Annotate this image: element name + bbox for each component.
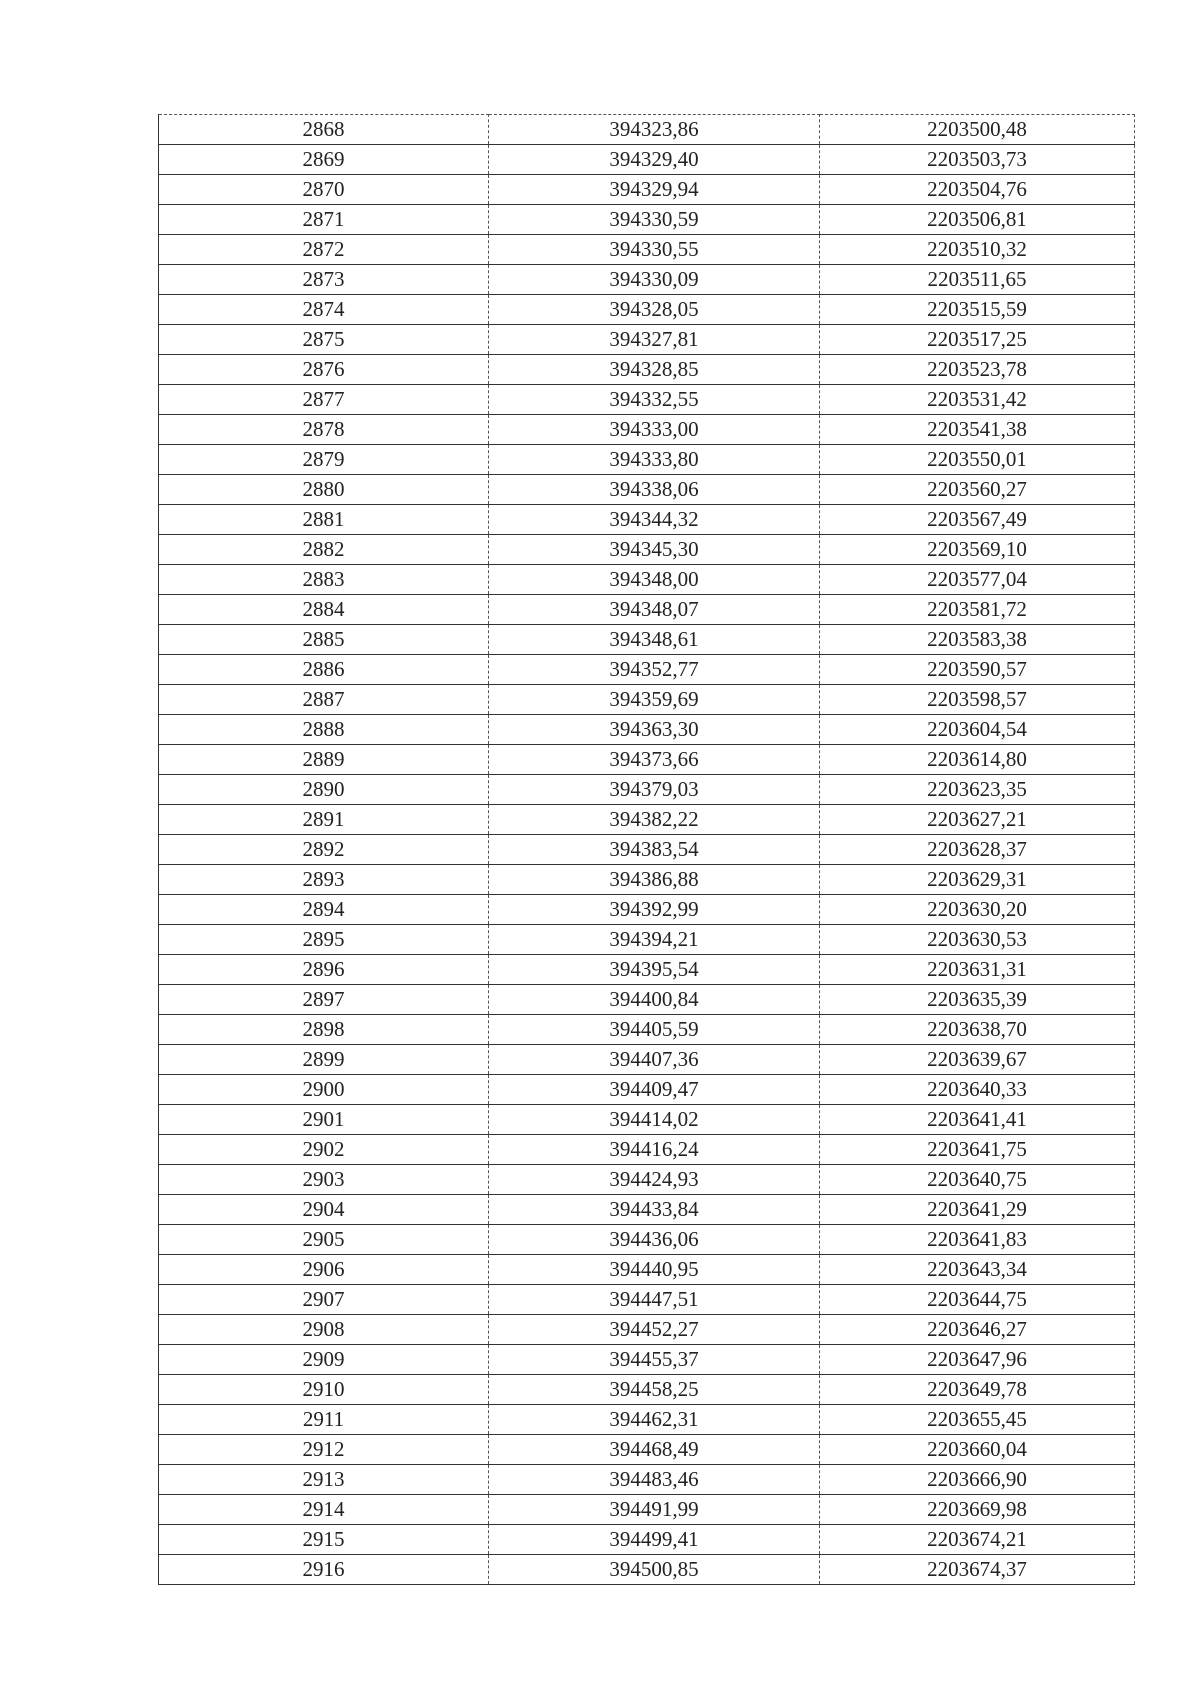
table-row [159, 595, 1135, 625]
y-coordinate-cell: 2203604,54 [820, 715, 1135, 745]
table-row [159, 415, 1135, 445]
y-coordinate-cell: 2203500,48 [820, 115, 1135, 145]
y-coordinate-cell: 2203629,31 [820, 865, 1135, 895]
point-number-cell: 2872 [159, 235, 489, 265]
table-row [159, 145, 1135, 175]
y-coordinate-cell: 2203638,70 [820, 1015, 1135, 1045]
x-coordinate-cell: 394330,09 [489, 265, 820, 295]
x-coordinate-cell: 394416,24 [489, 1135, 820, 1165]
x-coordinate-cell: 394330,59 [489, 205, 820, 235]
table-row [159, 1165, 1135, 1195]
point-number-cell: 2885 [159, 625, 489, 655]
y-coordinate-cell: 2203655,45 [820, 1405, 1135, 1435]
x-coordinate-cell: 394499,41 [489, 1525, 820, 1555]
x-coordinate-cell: 394424,93 [489, 1165, 820, 1195]
x-coordinate-cell: 394386,88 [489, 865, 820, 895]
point-number-cell: 2899 [159, 1045, 489, 1075]
table-row [159, 1435, 1135, 1465]
table-row [159, 745, 1135, 775]
coordinates-table-body [159, 115, 1135, 1585]
table-row [159, 1285, 1135, 1315]
x-coordinate-cell: 394329,94 [489, 175, 820, 205]
table-row [159, 1195, 1135, 1225]
table-row [159, 895, 1135, 925]
point-number-cell: 2894 [159, 895, 489, 925]
point-number-cell: 2869 [159, 145, 489, 175]
y-coordinate-cell: 2203640,75 [820, 1165, 1135, 1195]
table-row [159, 685, 1135, 715]
table-row [159, 325, 1135, 355]
y-coordinate-cell: 2203569,10 [820, 535, 1135, 565]
x-coordinate-cell: 394328,85 [489, 355, 820, 385]
x-coordinate-cell: 394436,06 [489, 1225, 820, 1255]
point-number-cell: 2871 [159, 205, 489, 235]
x-coordinate-cell: 394359,69 [489, 685, 820, 715]
table-row [159, 235, 1135, 265]
table-row [159, 1465, 1135, 1495]
table-row [159, 1345, 1135, 1375]
y-coordinate-cell: 2203628,37 [820, 835, 1135, 865]
x-coordinate-cell: 394491,99 [489, 1495, 820, 1525]
y-coordinate-cell: 2203627,21 [820, 805, 1135, 835]
point-number-cell: 2906 [159, 1255, 489, 1285]
y-coordinate-cell: 2203641,83 [820, 1225, 1135, 1255]
x-coordinate-cell: 394363,30 [489, 715, 820, 745]
point-number-cell: 2878 [159, 415, 489, 445]
x-coordinate-cell: 394379,03 [489, 775, 820, 805]
point-number-cell: 2875 [159, 325, 489, 355]
x-coordinate-cell: 394394,21 [489, 925, 820, 955]
y-coordinate-cell: 2203623,35 [820, 775, 1135, 805]
x-coordinate-cell: 394462,31 [489, 1405, 820, 1435]
point-number-cell: 2903 [159, 1165, 489, 1195]
point-number-cell: 2915 [159, 1525, 489, 1555]
point-number-cell: 2886 [159, 655, 489, 685]
x-coordinate-cell: 394323,86 [489, 115, 820, 145]
x-coordinate-cell: 394373,66 [489, 745, 820, 775]
point-number-cell: 2870 [159, 175, 489, 205]
point-number-cell: 2876 [159, 355, 489, 385]
y-coordinate-cell: 2203641,41 [820, 1105, 1135, 1135]
table-row [159, 835, 1135, 865]
table-row [159, 505, 1135, 535]
table-row [159, 955, 1135, 985]
x-coordinate-cell: 394500,85 [489, 1555, 820, 1585]
point-number-cell: 2908 [159, 1315, 489, 1345]
table-row [159, 1495, 1135, 1525]
table-row [159, 1315, 1135, 1345]
y-coordinate-cell: 2203641,29 [820, 1195, 1135, 1225]
x-coordinate-cell: 394433,84 [489, 1195, 820, 1225]
point-number-cell: 2912 [159, 1435, 489, 1465]
point-number-cell: 2877 [159, 385, 489, 415]
point-number-cell: 2900 [159, 1075, 489, 1105]
table-row [159, 625, 1135, 655]
x-coordinate-cell: 394348,00 [489, 565, 820, 595]
point-number-cell: 2897 [159, 985, 489, 1015]
x-coordinate-cell: 394382,22 [489, 805, 820, 835]
table-row [159, 205, 1135, 235]
y-coordinate-cell: 2203635,39 [820, 985, 1135, 1015]
table-row [159, 565, 1135, 595]
y-coordinate-cell: 2203577,04 [820, 565, 1135, 595]
y-coordinate-cell: 2203550,01 [820, 445, 1135, 475]
y-coordinate-cell: 2203643,34 [820, 1255, 1135, 1285]
table-row [159, 295, 1135, 325]
x-coordinate-cell: 394458,25 [489, 1375, 820, 1405]
y-coordinate-cell: 2203614,80 [820, 745, 1135, 775]
x-coordinate-cell: 394440,95 [489, 1255, 820, 1285]
x-coordinate-cell: 394348,61 [489, 625, 820, 655]
table-row [159, 1075, 1135, 1105]
x-coordinate-cell: 394395,54 [489, 955, 820, 985]
point-number-cell: 2910 [159, 1375, 489, 1405]
y-coordinate-cell: 2203666,90 [820, 1465, 1135, 1495]
point-number-cell: 2904 [159, 1195, 489, 1225]
y-coordinate-cell: 2203560,27 [820, 475, 1135, 505]
x-coordinate-cell: 394483,46 [489, 1465, 820, 1495]
y-coordinate-cell: 2203646,27 [820, 1315, 1135, 1345]
y-coordinate-cell: 2203674,21 [820, 1525, 1135, 1555]
table-row [159, 1135, 1135, 1165]
x-coordinate-cell: 394348,07 [489, 595, 820, 625]
point-number-cell: 2890 [159, 775, 489, 805]
table-row [159, 175, 1135, 205]
table-row [159, 775, 1135, 805]
y-coordinate-cell: 2203630,53 [820, 925, 1135, 955]
y-coordinate-cell: 2203590,57 [820, 655, 1135, 685]
y-coordinate-cell: 2203517,25 [820, 325, 1135, 355]
table-row [159, 355, 1135, 385]
table-row [159, 985, 1135, 1015]
point-number-cell: 2898 [159, 1015, 489, 1045]
y-coordinate-cell: 2203674,37 [820, 1555, 1135, 1585]
table-row [159, 475, 1135, 505]
table-row [159, 655, 1135, 685]
point-number-cell: 2873 [159, 265, 489, 295]
table-row [159, 1525, 1135, 1555]
table-row [159, 535, 1135, 565]
x-coordinate-cell: 394328,05 [489, 295, 820, 325]
x-coordinate-cell: 394333,00 [489, 415, 820, 445]
x-coordinate-cell: 394383,54 [489, 835, 820, 865]
point-number-cell: 2895 [159, 925, 489, 955]
table-row [159, 265, 1135, 295]
x-coordinate-cell: 394414,02 [489, 1105, 820, 1135]
point-number-cell: 2880 [159, 475, 489, 505]
y-coordinate-cell: 2203510,32 [820, 235, 1135, 265]
point-number-cell: 2881 [159, 505, 489, 535]
point-number-cell: 2905 [159, 1225, 489, 1255]
table-row [159, 385, 1135, 415]
x-coordinate-cell: 394330,55 [489, 235, 820, 265]
x-coordinate-cell: 394407,36 [489, 1045, 820, 1075]
point-number-cell: 2907 [159, 1285, 489, 1315]
point-number-cell: 2891 [159, 805, 489, 835]
point-number-cell: 2911 [159, 1405, 489, 1435]
y-coordinate-cell: 2203541,38 [820, 415, 1135, 445]
coordinates-table [158, 114, 1135, 1585]
table-row [159, 1375, 1135, 1405]
point-number-cell: 2887 [159, 685, 489, 715]
point-number-cell: 2896 [159, 955, 489, 985]
y-coordinate-cell: 2203630,20 [820, 895, 1135, 925]
y-coordinate-cell: 2203567,49 [820, 505, 1135, 535]
x-coordinate-cell: 394409,47 [489, 1075, 820, 1105]
table-row [159, 805, 1135, 835]
table-row [159, 715, 1135, 745]
table-row [159, 1225, 1135, 1255]
point-number-cell: 2909 [159, 1345, 489, 1375]
point-number-cell: 2916 [159, 1555, 489, 1585]
point-number-cell: 2889 [159, 745, 489, 775]
x-coordinate-cell: 394329,40 [489, 145, 820, 175]
table-row [159, 115, 1135, 145]
x-coordinate-cell: 394332,55 [489, 385, 820, 415]
point-number-cell: 2884 [159, 595, 489, 625]
table-row [159, 1015, 1135, 1045]
table-row [159, 1405, 1135, 1435]
x-coordinate-cell: 394345,30 [489, 535, 820, 565]
x-coordinate-cell: 394455,37 [489, 1345, 820, 1375]
point-number-cell: 2888 [159, 715, 489, 745]
y-coordinate-cell: 2203503,73 [820, 145, 1135, 175]
point-number-cell: 2892 [159, 835, 489, 865]
x-coordinate-cell: 394447,51 [489, 1285, 820, 1315]
y-coordinate-cell: 2203669,98 [820, 1495, 1135, 1525]
y-coordinate-cell: 2203506,81 [820, 205, 1135, 235]
table-row [159, 445, 1135, 475]
y-coordinate-cell: 2203583,38 [820, 625, 1135, 655]
point-number-cell: 2879 [159, 445, 489, 475]
y-coordinate-cell: 2203515,59 [820, 295, 1135, 325]
table-row [159, 1255, 1135, 1285]
x-coordinate-cell: 394452,27 [489, 1315, 820, 1345]
point-number-cell: 2868 [159, 115, 489, 145]
y-coordinate-cell: 2203660,04 [820, 1435, 1135, 1465]
table-row [159, 865, 1135, 895]
point-number-cell: 2902 [159, 1135, 489, 1165]
y-coordinate-cell: 2203639,67 [820, 1045, 1135, 1075]
table-row [159, 925, 1135, 955]
y-coordinate-cell: 2203511,65 [820, 265, 1135, 295]
point-number-cell: 2874 [159, 295, 489, 325]
x-coordinate-cell: 394405,59 [489, 1015, 820, 1045]
point-number-cell: 2901 [159, 1105, 489, 1135]
y-coordinate-cell: 2203504,76 [820, 175, 1135, 205]
x-coordinate-cell: 394344,32 [489, 505, 820, 535]
point-number-cell: 2882 [159, 535, 489, 565]
y-coordinate-cell: 2203644,75 [820, 1285, 1135, 1315]
y-coordinate-cell: 2203641,75 [820, 1135, 1135, 1165]
point-number-cell: 2893 [159, 865, 489, 895]
point-number-cell: 2913 [159, 1465, 489, 1495]
table-row [159, 1555, 1135, 1585]
point-number-cell: 2914 [159, 1495, 489, 1525]
point-number-cell: 2883 [159, 565, 489, 595]
y-coordinate-cell: 2203598,57 [820, 685, 1135, 715]
y-coordinate-cell: 2203581,72 [820, 595, 1135, 625]
y-coordinate-cell: 2203523,78 [820, 355, 1135, 385]
y-coordinate-cell: 2203631,31 [820, 955, 1135, 985]
x-coordinate-cell: 394400,84 [489, 985, 820, 1015]
table-row [159, 1045, 1135, 1075]
y-coordinate-cell: 2203640,33 [820, 1075, 1135, 1105]
x-coordinate-cell: 394352,77 [489, 655, 820, 685]
x-coordinate-cell: 394338,06 [489, 475, 820, 505]
x-coordinate-cell: 394327,81 [489, 325, 820, 355]
y-coordinate-cell: 2203647,96 [820, 1345, 1135, 1375]
y-coordinate-cell: 2203649,78 [820, 1375, 1135, 1405]
x-coordinate-cell: 394468,49 [489, 1435, 820, 1465]
y-coordinate-cell: 2203531,42 [820, 385, 1135, 415]
x-coordinate-cell: 394333,80 [489, 445, 820, 475]
table-row [159, 1105, 1135, 1135]
x-coordinate-cell: 394392,99 [489, 895, 820, 925]
